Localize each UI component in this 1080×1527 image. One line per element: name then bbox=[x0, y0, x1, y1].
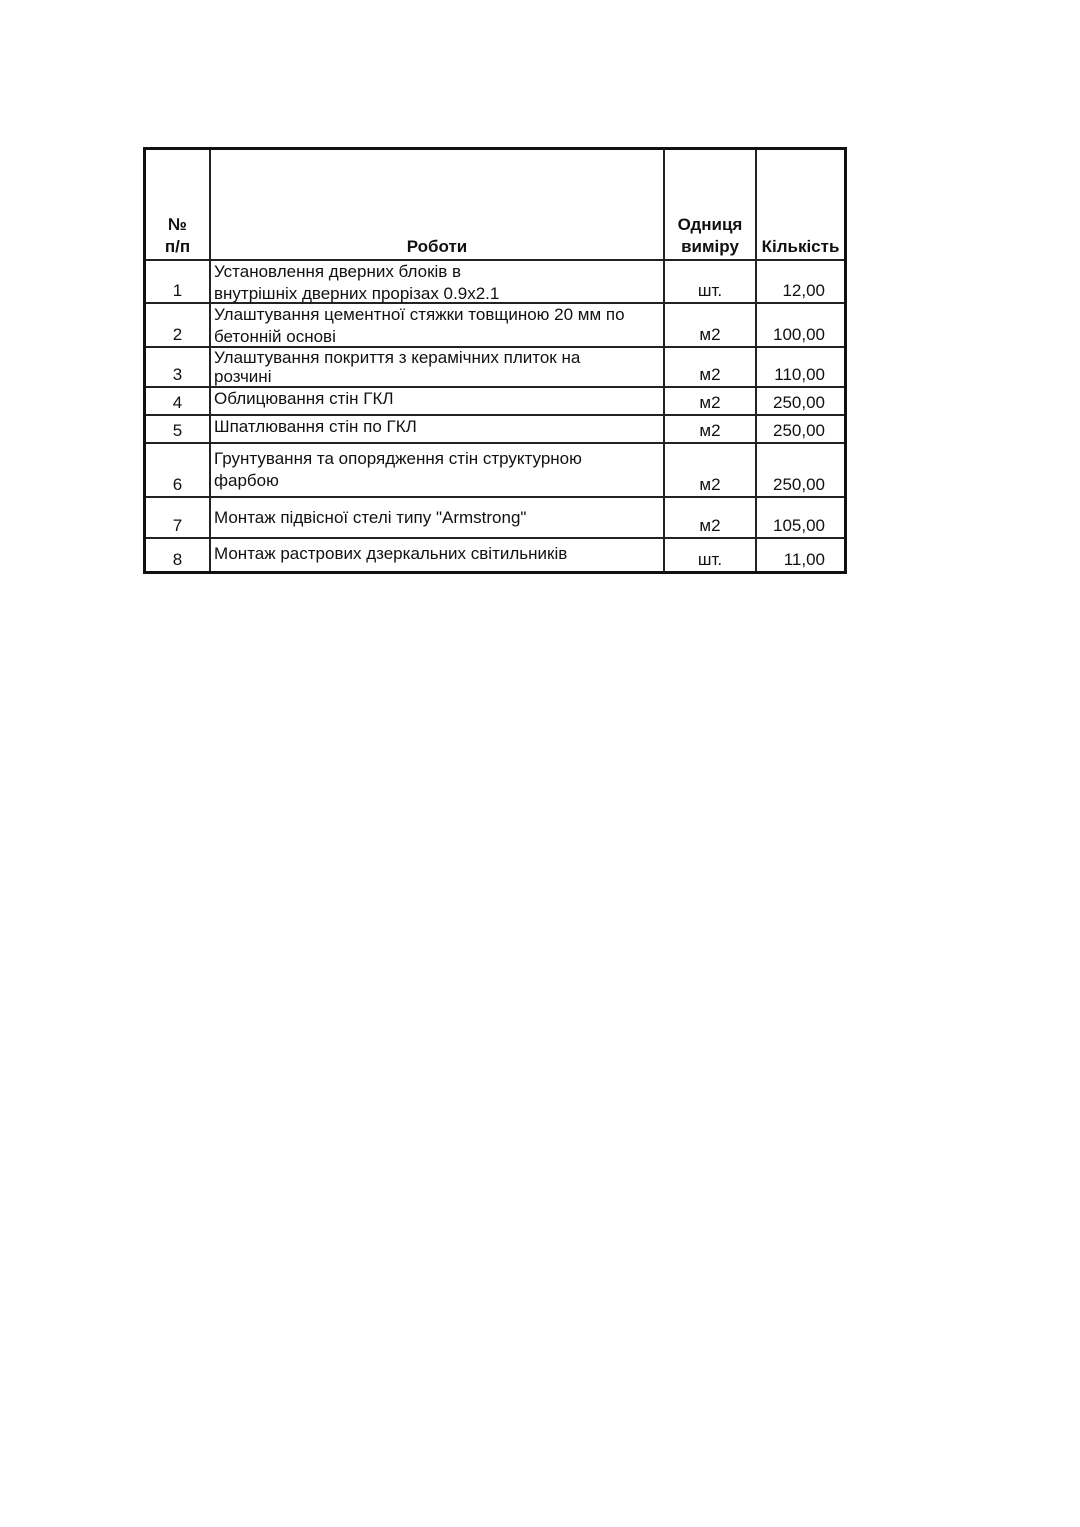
row-quantity: 110,00 bbox=[774, 365, 825, 384]
header-works-label: Роботи bbox=[406, 237, 468, 256]
table-row bbox=[146, 304, 844, 348]
row-work bbox=[211, 498, 665, 537]
works-table bbox=[143, 147, 847, 574]
row-unit: м2 bbox=[665, 416, 757, 442]
row-work-line: фарбою bbox=[214, 471, 279, 490]
header-number-line1: № bbox=[168, 215, 187, 234]
table-row bbox=[146, 498, 844, 539]
row-work-line: Установлення дверних блоків в bbox=[214, 262, 462, 281]
row-unit: м2 bbox=[665, 304, 757, 346]
row-work-line: Грунтування та опорядження стін структурною bbox=[214, 449, 582, 468]
table-row bbox=[146, 348, 844, 388]
row-quantity: 250,00 bbox=[773, 393, 825, 412]
row-work-line: Монтаж підвісної стелі типу "Armstrong" bbox=[214, 508, 527, 527]
table-row bbox=[146, 539, 844, 571]
row-unit: м2 bbox=[665, 348, 757, 386]
header-works bbox=[211, 150, 665, 259]
row-work-line: розчині bbox=[214, 367, 272, 386]
table-row bbox=[146, 416, 844, 444]
row-work-line: Шпатлювання стін по ГКЛ bbox=[214, 417, 417, 436]
row-work-line: Улаштування цементної стяжки товщиною 20 мм по bbox=[214, 305, 625, 324]
row-number: 3 bbox=[146, 348, 211, 386]
table-row bbox=[146, 261, 844, 304]
row-work bbox=[211, 416, 665, 442]
row-number: 7 bbox=[146, 498, 211, 537]
row-number: 5 bbox=[146, 416, 211, 442]
row-unit: м2 bbox=[665, 444, 757, 496]
row-work bbox=[211, 348, 665, 386]
header-unit-line2: виміру bbox=[681, 237, 739, 256]
row-work-line: Улаштування покриття з керамічних плиток на bbox=[214, 348, 581, 367]
row-number: 1 bbox=[146, 261, 211, 302]
header-unit-line1: Одниця bbox=[677, 215, 743, 234]
row-work-line: бетонній основі bbox=[214, 327, 336, 346]
row-work bbox=[211, 444, 665, 496]
row-work bbox=[211, 304, 665, 346]
row-work-line: внутрішніх дверних прорізах 0.9х2.1 bbox=[214, 284, 500, 303]
row-quantity: 12,00 bbox=[782, 281, 825, 300]
row-quantity: 105,00 bbox=[773, 516, 825, 535]
row-number: 6 bbox=[146, 444, 211, 496]
header-number bbox=[146, 150, 211, 259]
row-work bbox=[211, 539, 665, 571]
row-unit: шт. bbox=[665, 261, 757, 302]
row-quantity: 100,00 bbox=[773, 325, 825, 344]
table-row bbox=[146, 444, 844, 498]
row-work-line: Облицювання стін ГКЛ bbox=[214, 389, 394, 408]
header-quantity bbox=[757, 150, 844, 259]
table-row bbox=[146, 388, 844, 416]
row-quantity: 250,00 bbox=[773, 475, 825, 494]
header-number-line2: п/п bbox=[164, 237, 191, 256]
row-number: 2 bbox=[146, 304, 211, 346]
row-quantity: 250,00 bbox=[773, 421, 825, 440]
row-unit: шт. bbox=[665, 539, 757, 571]
row-work-line: Монтаж растрових дзеркальних світильників bbox=[214, 544, 568, 563]
row-work bbox=[211, 388, 665, 414]
row-work bbox=[211, 261, 665, 302]
row-number: 4 bbox=[146, 388, 211, 414]
row-unit: м2 bbox=[665, 498, 757, 537]
row-unit: м2 bbox=[665, 388, 757, 414]
table-header-row bbox=[146, 150, 844, 261]
header-quantity-label: Кількість bbox=[761, 237, 840, 256]
row-number: 8 bbox=[146, 539, 211, 571]
row-quantity: 11,00 bbox=[783, 550, 825, 569]
header-unit bbox=[665, 150, 757, 259]
